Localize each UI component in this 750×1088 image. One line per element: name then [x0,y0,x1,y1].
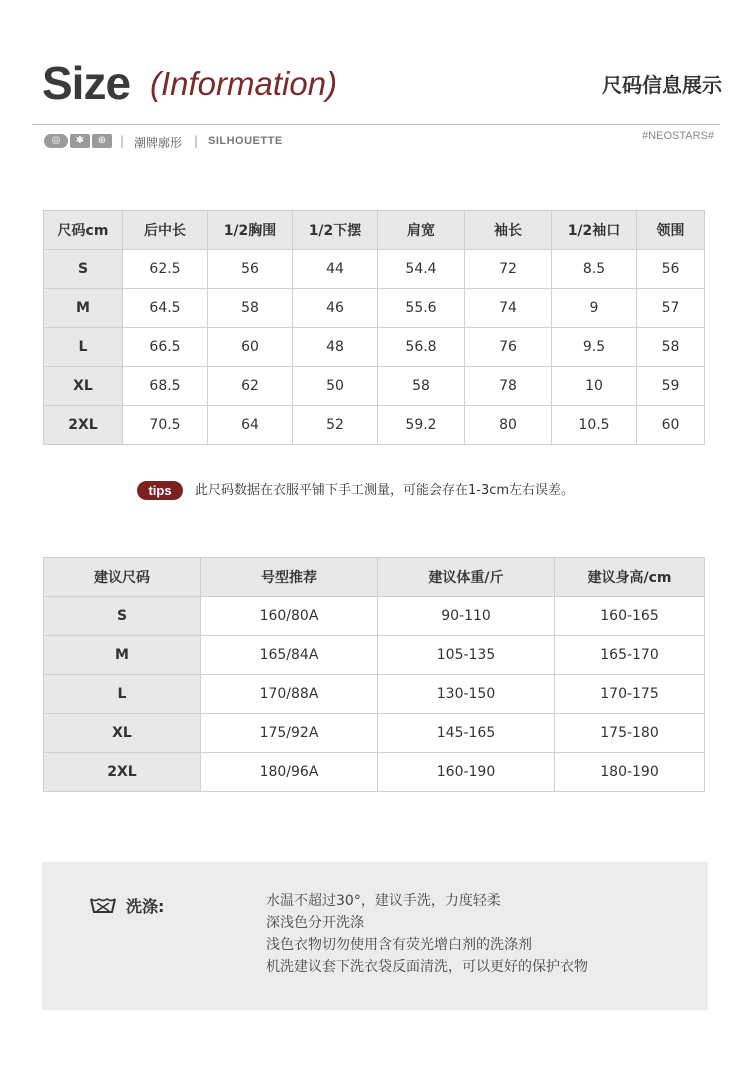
size-label-cell: S [44,597,201,636]
table-cell: 90-110 [378,597,555,636]
table-row [44,636,705,675]
brand-tag: #NEOSTARS# [642,130,714,142]
title-cn: 尺码信息展示 [602,73,722,97]
table-cell: 175/92A [201,714,378,753]
wash-line: 机洗建议套下洗衣袋反面清洗，可以更好的保护衣物 [266,959,588,975]
column-header: 1/2下摆 [293,211,378,250]
wash-line: 水温不超过30°，建议手洗，力度轻柔 [266,893,501,909]
table-cell: 56 [637,250,705,289]
size-label-cell: XL [44,367,123,406]
column-header: 1/2胸围 [208,211,293,250]
table-cell: 160-190 [378,753,555,792]
table-cell: 46 [293,289,378,328]
table-cell: 66.5 [123,328,208,367]
table-cell: 160/80A [201,597,378,636]
table-cell: 55.6 [378,289,465,328]
column-header: 建议身高/cm [555,558,705,597]
table-cell: 160-165 [555,597,705,636]
column-header: 1/2袖口 [552,211,637,250]
table-cell: 60 [637,406,705,445]
table-cell: 57 [637,289,705,328]
table-cell: 59.2 [378,406,465,445]
table-cell: 64.5 [123,289,208,328]
table-cell: 52 [293,406,378,445]
care-icons [44,134,112,148]
category-en: SILHOUETTE [208,135,283,147]
table-row [44,250,705,289]
table-cell: 10 [552,367,637,406]
table-cell: 60 [208,328,293,367]
table-cell: 9 [552,289,637,328]
table-header-row [44,211,705,250]
header-divider [32,124,720,125]
separator: | [120,134,125,148]
table-cell: 70.5 [123,406,208,445]
table-cell: 62 [208,367,293,406]
column-header: 后中长 [123,211,208,250]
table-cell: 74 [465,289,552,328]
table-cell: 68.5 [123,367,208,406]
wash-line: 深浅色分开洗涤 [266,915,364,931]
size-label-cell: L [44,328,123,367]
table-cell: 76 [465,328,552,367]
table-cell: 80 [465,406,552,445]
wash-instructions [42,862,708,1010]
table-row [44,597,705,636]
size-table [43,210,705,445]
table-row [44,714,705,753]
table-cell: 56.8 [378,328,465,367]
table-header-row [44,558,705,597]
crosshair-icon: ⊕ [92,134,112,148]
table-cell: 8.5 [552,250,637,289]
table-cell: 165/84A [201,636,378,675]
tips-badge: tips [137,481,183,500]
table-row [44,328,705,367]
table-cell: 180-190 [555,753,705,792]
table-cell: 44 [293,250,378,289]
snowflake-icon: ✱ [70,134,90,148]
title-information: (Information) [150,65,338,102]
column-header: 号型推荐 [201,558,378,597]
table-cell: 59 [637,367,705,406]
table-cell: 175-180 [555,714,705,753]
table-cell: 170-175 [555,675,705,714]
table-row [44,675,705,714]
separator: | [194,134,199,148]
column-header: 领围 [637,211,705,250]
table-cell: 105-135 [378,636,555,675]
table-cell: 180/96A [201,753,378,792]
table-cell: 56 [208,250,293,289]
table-cell: 145-165 [378,714,555,753]
wash-lines [266,890,588,978]
table-cell: 9.5 [552,328,637,367]
column-header: 袖长 [465,211,552,250]
size-label-cell: L [44,675,201,714]
sub-header [44,130,720,152]
table-cell: 130-150 [378,675,555,714]
column-header: 建议尺码 [44,558,201,597]
table-row [44,406,705,445]
table-cell: 58 [378,367,465,406]
table-cell: 48 [293,328,378,367]
table-cell: 78 [465,367,552,406]
recommend-table [43,557,705,792]
table-cell: 58 [208,289,293,328]
size-label-cell: XL [44,714,201,753]
table-cell: 72 [465,250,552,289]
table-row [44,367,705,406]
header [42,58,722,108]
wash-title: 洗涤: [126,897,165,916]
table-cell: 170/88A [201,675,378,714]
size-label-cell: S [44,250,123,289]
table-cell: 64 [208,406,293,445]
size-label-cell: M [44,636,201,675]
size-label-cell: 2XL [44,753,201,792]
table-cell: 50 [293,367,378,406]
table-row [44,289,705,328]
tips-text: 此尺码数据在衣服平铺下手工测量，可能会存在1-3cm左右误差。 [195,483,575,498]
size-label-cell: 2XL [44,406,123,445]
category-cn: 潮牌廓形 [134,136,183,150]
table-cell: 165-170 [555,636,705,675]
table-cell: 54.4 [378,250,465,289]
hand-wash-icon [90,896,116,914]
size-label-cell: M [44,289,123,328]
column-header: 建议体重/斤 [378,558,555,597]
column-header: 肩宽 [378,211,465,250]
table-row [44,753,705,792]
table-cell: 62.5 [123,250,208,289]
title-size: Size [42,57,131,109]
table-cell: 10.5 [552,406,637,445]
column-header: 尺码cm [44,211,123,250]
wash-symbol-icon: ◎ [44,134,68,148]
wash-line: 浅色衣物切勿使用含有荧光增白剂的洗涤剂 [266,937,532,953]
table-cell: 58 [637,328,705,367]
